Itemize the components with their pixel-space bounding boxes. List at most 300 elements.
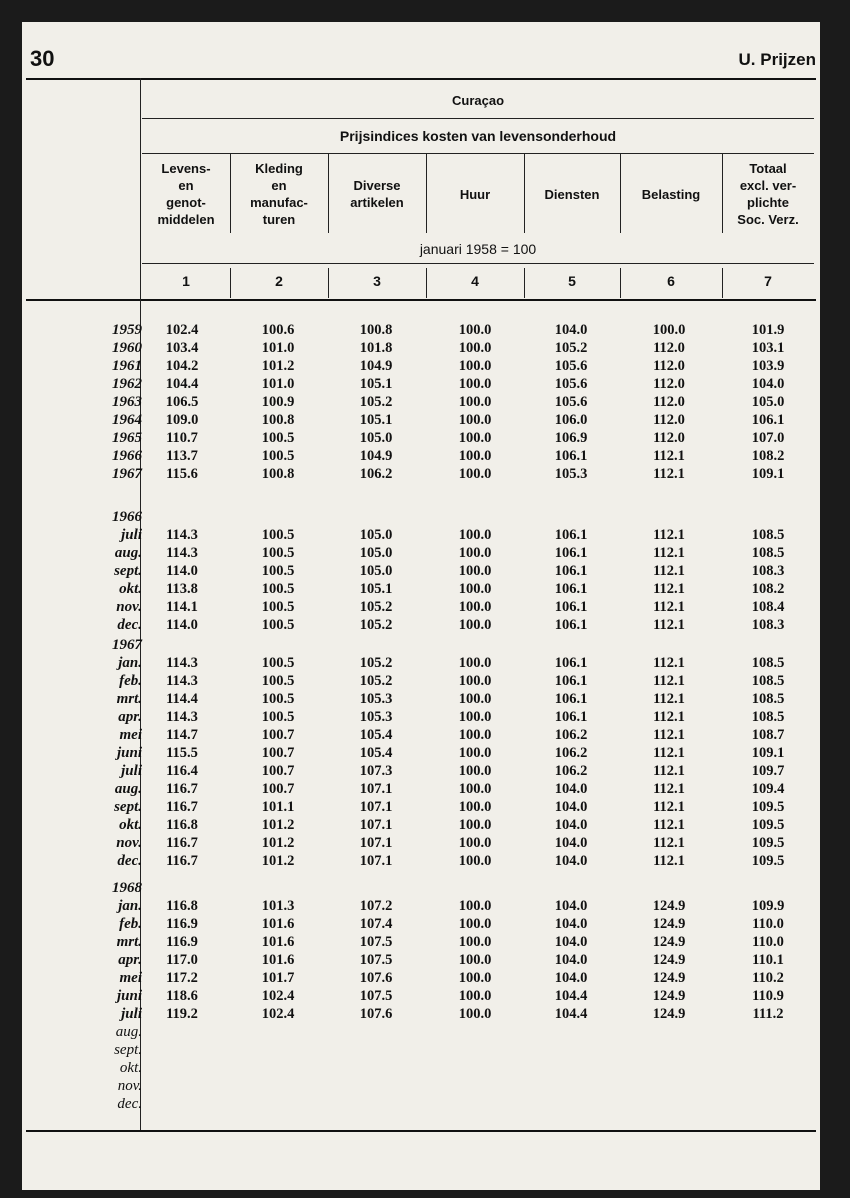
column-header [428, 186, 522, 203]
table-cell: 114.3 [166, 545, 198, 561]
row-label: apr. [118, 952, 142, 968]
table-cell: 108.3 [751, 617, 785, 633]
table-cell: 107.1 [359, 817, 393, 833]
table-cell: 105.0 [359, 430, 393, 446]
table-cell: 114.1 [166, 599, 198, 615]
table-cell: 107.6 [359, 1006, 393, 1022]
page-number: 30 [30, 46, 55, 71]
table-cell: 102.4 [165, 322, 199, 338]
table-cell: 100.0 [458, 727, 492, 743]
table-cell: 100.0 [458, 599, 492, 615]
row-label: jan. [118, 655, 142, 671]
table-cell: 107.1 [359, 781, 393, 797]
table-cell: 105.2 [359, 655, 393, 671]
table-cell: 100.0 [458, 376, 492, 392]
row-label: sept. [114, 1042, 142, 1058]
table-cell: 112.0 [653, 394, 685, 410]
table-cell: 100.0 [458, 799, 492, 815]
table-cell: 100.8 [261, 466, 295, 482]
table-cell: 100.0 [458, 527, 492, 543]
table-cell: 109.5 [751, 835, 785, 851]
row-label: 1961 [112, 358, 142, 374]
table-cell: 108.4 [751, 599, 785, 615]
table-cell: 106.1 [554, 617, 588, 633]
table-cell: 101.0 [261, 376, 295, 392]
number-col-separator [328, 268, 329, 298]
table-cell: 101.7 [261, 970, 295, 986]
column-number: 3 [373, 273, 381, 289]
table-cell: 107.1 [359, 799, 393, 815]
row-label: aug. [114, 781, 142, 797]
table-cell: 112.1 [653, 781, 685, 797]
column-header-line: Diverse [353, 178, 401, 193]
row-label: juni [116, 988, 142, 1004]
row-label: mrt. [116, 691, 142, 707]
table-cell: 107.6 [359, 970, 393, 986]
table-cell: 106.1 [554, 673, 588, 689]
row-label: aug. [115, 1024, 142, 1040]
table-cell: 112.0 [653, 430, 685, 446]
table-cell: 100.7 [261, 745, 295, 761]
table-cell: 118.6 [166, 988, 198, 1004]
table-cell: 100.5 [261, 527, 295, 543]
document-page [22, 22, 820, 1190]
table-cell: 112.1 [653, 563, 685, 579]
row-label: mrt. [116, 934, 142, 950]
table-cell: 103.9 [751, 358, 785, 374]
table-cell: 102.4 [261, 1006, 295, 1022]
table-cell: 100.0 [458, 466, 492, 482]
column-header [144, 160, 228, 228]
group-heading: 1967 [112, 637, 142, 653]
table-cell: 104.4 [554, 1006, 588, 1022]
table-cell: 100.5 [261, 709, 295, 725]
table-cell: 117.0 [166, 952, 198, 968]
table-cell: 116.7 [166, 781, 198, 797]
table-cell: 105.2 [359, 617, 393, 633]
row-label: nov. [116, 599, 142, 615]
table-cell: 100.5 [261, 691, 295, 707]
table-cell: 112.1 [653, 599, 685, 615]
table-cell: 105.0 [751, 394, 785, 410]
row-label: sept. [114, 799, 142, 815]
table-cell: 114.0 [166, 563, 198, 579]
table-cell: 116.8 [166, 898, 198, 914]
table-cell: 104.0 [554, 781, 588, 797]
column-header-line: plichte [747, 195, 789, 210]
table-cell: 100.0 [458, 988, 492, 1004]
table-cell: 109.0 [165, 412, 199, 428]
table-cell: 116.7 [166, 853, 198, 869]
column-header-line: Belasting [641, 186, 701, 202]
table-cell: 104.0 [554, 853, 588, 869]
table-cell: 101.3 [261, 898, 295, 914]
table-cell: 112.1 [653, 466, 685, 482]
table-cell: 100.5 [261, 563, 295, 579]
table-cell: 101.2 [261, 835, 295, 851]
table-cell: 107.3 [359, 763, 393, 779]
table-cell: 124.9 [652, 916, 686, 932]
table-cell: 106.1 [554, 527, 588, 543]
header-col-separator [328, 153, 329, 233]
column-number: 6 [667, 273, 675, 289]
table-cell: 106.1 [554, 691, 588, 707]
table-cell: 124.9 [652, 970, 686, 986]
table-cell: 106.1 [554, 599, 588, 615]
table-cell: 112.1 [653, 817, 685, 833]
column-header-line: Huur [459, 186, 491, 202]
number-col-separator [722, 268, 723, 298]
table-cell: 114.4 [166, 691, 198, 707]
table-cell: 101.0 [261, 340, 295, 356]
table-cell: 107.5 [359, 988, 393, 1004]
table-cell: 116.8 [166, 817, 198, 833]
table-cell: 101.9 [751, 322, 785, 338]
table-cell: 114.3 [166, 673, 198, 689]
row-label: 1967 [112, 466, 142, 482]
row-label: feb. [119, 673, 142, 689]
table-cell: 100.0 [458, 563, 492, 579]
group-heading: 1968 [112, 880, 142, 896]
table-cell: 100.0 [458, 745, 492, 761]
table-cell: 100.5 [261, 673, 295, 689]
table-cell: 107.1 [359, 835, 393, 851]
table-cell: 117.2 [166, 970, 198, 986]
table-cell: 107.0 [751, 430, 785, 446]
table-cell: 109.5 [751, 799, 785, 815]
table-cell: 108.5 [751, 655, 785, 671]
table-cell: 100.0 [458, 853, 492, 869]
table-cell: 108.5 [751, 673, 785, 689]
row-label: nov. [116, 835, 142, 851]
table-cell: 100.0 [458, 581, 492, 597]
table-cell: 101.2 [261, 358, 295, 374]
column-header-line: Totaal [749, 161, 787, 176]
table-cell: 100.0 [458, 898, 492, 914]
table-cell: 112.0 [653, 340, 685, 356]
table-cell: 114.3 [166, 527, 198, 543]
table-cell: 112.1 [653, 655, 685, 671]
table-cell: 106.2 [359, 466, 393, 482]
row-label: nov. [117, 1078, 142, 1094]
table-cell: 124.9 [652, 898, 686, 914]
header-col-separator [620, 153, 621, 233]
table-cell: 124.9 [652, 1006, 686, 1022]
table-cell: 114.3 [166, 655, 198, 671]
table-cell: 112.1 [653, 835, 685, 851]
row-label: mei [119, 727, 142, 743]
table-cell: 100.0 [458, 709, 492, 725]
table-cell: 113.8 [166, 581, 198, 597]
column-header-line: genot- [166, 195, 206, 210]
table-cell: 112.1 [653, 853, 685, 869]
row-label: okt. [119, 581, 142, 597]
table-cell: 100.5 [261, 448, 295, 464]
table-cell: 104.0 [554, 799, 588, 815]
row-label: 1959 [112, 322, 142, 338]
table-cell: 100.0 [458, 322, 492, 338]
table-cell: 113.7 [166, 448, 198, 464]
row-label: sept. [114, 563, 142, 579]
table-cell: 108.5 [751, 709, 785, 725]
table-cell: 101.2 [261, 853, 295, 869]
table-cell: 100.0 [458, 412, 492, 428]
table-cell: 106.1 [554, 448, 588, 464]
column-header-line: Kleding [255, 161, 303, 176]
table-cell: 100.5 [261, 545, 295, 561]
table-cell: 112.1 [653, 799, 685, 815]
row-label: juli [121, 1006, 142, 1022]
table-cell: 106.9 [554, 430, 588, 446]
row-label: juni [116, 745, 142, 761]
table-cell: 110.1 [752, 952, 784, 968]
column-number: 7 [764, 273, 772, 289]
table-cell: 108.2 [751, 448, 785, 464]
table-cell: 112.0 [653, 412, 685, 428]
table-cell: 112.1 [653, 581, 685, 597]
table-cell: 104.0 [554, 916, 588, 932]
table-cell: 108.3 [751, 563, 785, 579]
table-cell: 106.1 [554, 563, 588, 579]
section-header: U. Prijzen [738, 50, 816, 69]
table-cell: 112.0 [653, 358, 685, 374]
table-cell: 109.4 [751, 781, 785, 797]
header-col-separator [524, 153, 525, 233]
table-cell: 103.1 [751, 340, 785, 356]
table-cell: 101.1 [261, 799, 295, 815]
table-cell: 105.6 [554, 358, 588, 374]
table-cell: 100.5 [261, 430, 295, 446]
table-cell: 105.3 [359, 691, 393, 707]
table-cell: 100.7 [261, 763, 295, 779]
table-cell: 101.6 [261, 934, 295, 950]
column-header-line: manufac- [250, 195, 308, 210]
title-rule [142, 153, 814, 154]
table-cell: 114.0 [166, 617, 198, 633]
column-header-line: Levens- [161, 161, 211, 176]
table-cell: 100.5 [261, 617, 295, 633]
region-rule [142, 118, 814, 119]
table-title: Prijsindices kosten van levensonderhoud [339, 128, 617, 144]
header-col-separator [426, 153, 427, 233]
row-label: 1964 [112, 412, 142, 428]
table-cell: 100.0 [458, 781, 492, 797]
table-cell: 109.1 [751, 466, 785, 482]
table-cell: 109.9 [751, 898, 785, 914]
table-cell: 108.5 [751, 691, 785, 707]
table-cell: 104.0 [751, 376, 785, 392]
column-header-line: turen [262, 212, 296, 227]
table-cell: 106.2 [554, 763, 588, 779]
table-cell: 112.1 [653, 727, 685, 743]
table-cell: 111.2 [752, 1006, 784, 1022]
table-cell: 105.4 [359, 745, 393, 761]
column-header [526, 186, 618, 203]
top-rule [26, 78, 816, 80]
row-label: mei [119, 970, 142, 986]
table-cell: 104.0 [554, 817, 588, 833]
table-cell: 100.0 [458, 448, 492, 464]
table-cell: 106.1 [554, 581, 588, 597]
table-cell: 106.1 [554, 655, 588, 671]
header-col-separator [230, 153, 231, 233]
table-cell: 112.1 [653, 527, 685, 543]
table-cell: 110.9 [752, 988, 784, 1004]
table-cell: 100.0 [458, 617, 492, 633]
table-cell: 100.7 [261, 781, 295, 797]
table-cell: 101.8 [359, 340, 393, 356]
table-cell: 100.0 [458, 358, 492, 374]
table-cell: 116.9 [166, 916, 198, 932]
row-label: feb. [119, 916, 142, 932]
table-cell: 106.1 [554, 545, 588, 561]
row-label: 1963 [112, 394, 142, 410]
row-label: okt. [119, 817, 142, 833]
table-cell: 100.5 [261, 581, 295, 597]
table-cell: 105.3 [359, 709, 393, 725]
table-cell: 104.9 [359, 358, 393, 374]
table-cell: 104.4 [165, 376, 199, 392]
table-cell: 100.5 [261, 599, 295, 615]
column-header [724, 160, 812, 228]
table-cell: 100.6 [261, 322, 295, 338]
table-cell: 110.7 [166, 430, 198, 446]
table-cell: 108.2 [751, 581, 785, 597]
table-cell: 100.8 [359, 322, 393, 338]
table-cell: 104.0 [554, 322, 588, 338]
table-cell: 100.0 [458, 817, 492, 833]
table-cell: 106.2 [554, 727, 588, 743]
table-cell: 100.0 [458, 934, 492, 950]
table-cell: 104.0 [554, 898, 588, 914]
table-cell: 112.1 [653, 617, 685, 633]
bottom-rule [26, 1130, 816, 1132]
table-cell: 106.0 [554, 412, 588, 428]
table-cell: 124.9 [652, 934, 686, 950]
table-cell: 119.2 [166, 1006, 198, 1022]
column-header [330, 177, 424, 211]
table-cell: 100.0 [652, 322, 686, 338]
column-header-line: en [178, 178, 194, 193]
table-cell: 105.4 [359, 727, 393, 743]
table-cell: 107.1 [359, 853, 393, 869]
number-col-separator [426, 268, 427, 298]
table-cell: 105.0 [359, 563, 393, 579]
number-col-separator [524, 268, 525, 298]
table-cell: 115.5 [166, 745, 198, 761]
table-cell: 112.1 [653, 673, 685, 689]
row-label: 1966 [112, 448, 142, 464]
base-rule [142, 263, 814, 264]
table-cell: 112.1 [653, 763, 685, 779]
region-label: Curaçao [451, 93, 505, 108]
row-label: juli [121, 527, 142, 543]
table-cell: 105.3 [554, 466, 588, 482]
table-cell: 109.1 [751, 745, 785, 761]
table-cell: 100.0 [458, 545, 492, 561]
table-cell: 105.1 [359, 412, 393, 428]
table-cell: 109.5 [751, 853, 785, 869]
table-cell: 124.9 [652, 952, 686, 968]
table-cell: 105.0 [359, 545, 393, 561]
table-cell: 107.5 [359, 934, 393, 950]
row-label: jan. [118, 898, 142, 914]
table-cell: 104.0 [554, 835, 588, 851]
table-cell: 105.2 [359, 599, 393, 615]
number-col-separator [620, 268, 621, 298]
column-number: 5 [568, 273, 576, 289]
row-label: 1962 [112, 376, 142, 392]
table-cell: 105.0 [359, 527, 393, 543]
table-cell: 106.2 [554, 745, 588, 761]
table-cell: 100.0 [458, 394, 492, 410]
table-cell: 112.1 [653, 448, 685, 464]
table-cell: 100.9 [261, 394, 295, 410]
column-header-line: Diensten [544, 186, 600, 202]
table-cell: 112.1 [653, 709, 685, 725]
table-cell: 112.0 [653, 376, 685, 392]
row-label: 1965 [112, 430, 142, 446]
table-cell: 105.1 [359, 581, 393, 597]
table-cell: 105.1 [359, 376, 393, 392]
table-cell: 101.6 [261, 916, 295, 932]
number-col-separator [230, 268, 231, 298]
row-label: 1960 [112, 340, 142, 356]
table-cell: 100.7 [261, 727, 295, 743]
table-cell: 110.2 [752, 970, 784, 986]
base-note: januari 1958 = 100 [419, 241, 537, 257]
table-cell: 104.4 [554, 988, 588, 1004]
table-cell: 100.0 [458, 655, 492, 671]
table-cell: 106.5 [165, 394, 199, 410]
table-cell: 104.0 [554, 934, 588, 950]
column-number: 1 [182, 273, 190, 289]
table-cell: 105.2 [359, 673, 393, 689]
table-cell: 115.6 [166, 466, 198, 482]
table-cell: 116.7 [166, 799, 198, 815]
table-cell: 106.1 [554, 709, 588, 725]
table-cell: 100.0 [458, 430, 492, 446]
row-label: dec. [117, 617, 142, 633]
table-cell: 100.0 [458, 970, 492, 986]
group-heading: 1966 [112, 509, 142, 525]
row-label: apr. [118, 709, 142, 725]
table-cell: 100.0 [458, 673, 492, 689]
table-cell: 124.9 [652, 988, 686, 1004]
column-number: 4 [471, 273, 479, 289]
table-cell: 105.6 [554, 376, 588, 392]
table-cell: 109.5 [751, 817, 785, 833]
table-cell: 116.7 [166, 835, 198, 851]
header-bottom-rule [26, 299, 816, 301]
table-cell: 108.5 [751, 545, 785, 561]
column-header-line: middelen [157, 212, 215, 227]
table-cell: 107.2 [359, 898, 393, 914]
table-cell: 105.2 [554, 340, 588, 356]
row-label: dec. [117, 853, 142, 869]
table-cell: 106.1 [751, 412, 785, 428]
column-header-line: artikelen [350, 195, 404, 210]
row-label: okt. [119, 1060, 142, 1076]
table-cell: 101.6 [261, 952, 295, 968]
table-cell: 112.1 [653, 545, 685, 561]
table-cell: 105.2 [359, 394, 393, 410]
table-cell: 112.1 [653, 745, 685, 761]
table-cell: 100.8 [261, 412, 295, 428]
table-cell: 108.7 [751, 727, 785, 743]
table-cell: 110.0 [752, 916, 784, 932]
table-cell: 100.0 [458, 1006, 492, 1022]
